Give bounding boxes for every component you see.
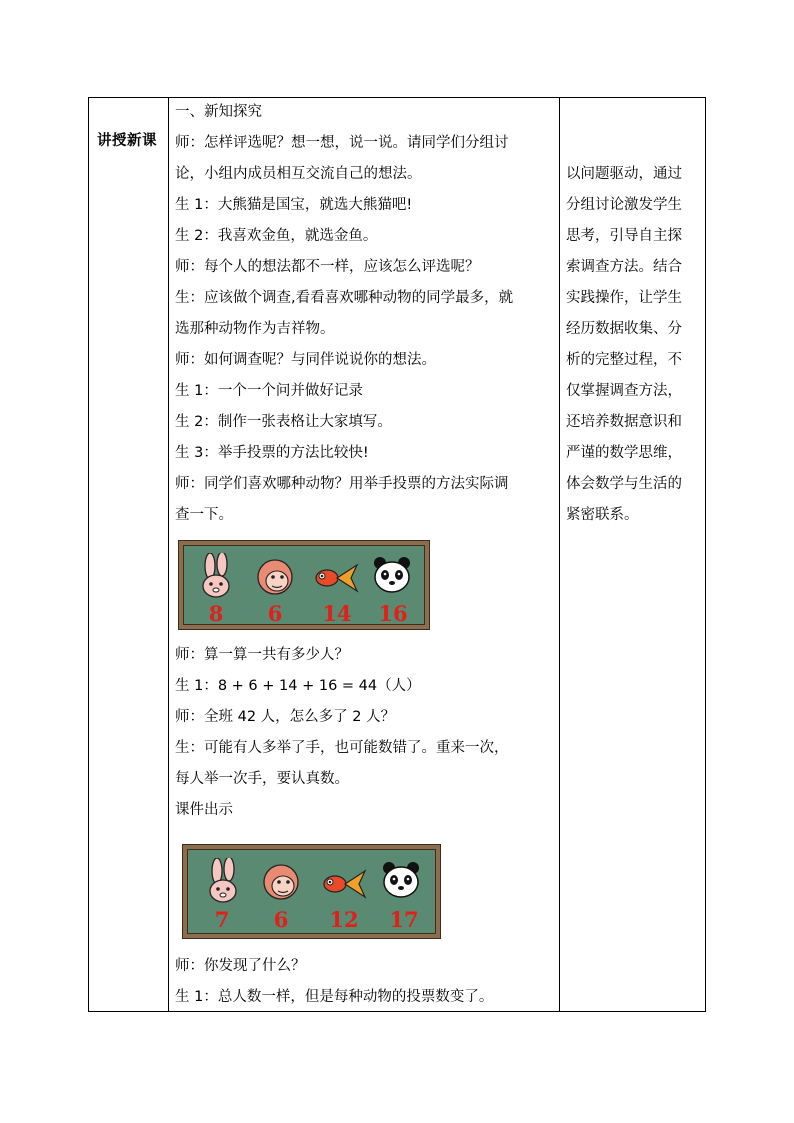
vote-board-1 [179,541,429,629]
content-line: 生 2：制作一张表格让大家填写。 [175,414,392,430]
monkey-icon [260,862,302,902]
content-line: 生 3：举手投票的方法比较快! [175,445,369,461]
panda-icon [371,555,413,595]
content-line: 生 1：一个一个问并做好记录 [175,383,363,399]
vote-count-rabbit: 8 [208,601,224,626]
note-line: 体会数学与生活的 [566,476,682,492]
content-line: 生：应该做个调查,看看喜欢哪种动物的同学最多，就 [175,290,514,306]
content-line: 生 1：8 + 6 + 14 + 16 = 44（人） [175,678,421,694]
content-line: 师：怎样评选呢？想一想，说一说。请同学们分组讨 [175,135,509,151]
vote-board-2 [183,845,440,938]
goldfish-icon [313,559,361,593]
content-line: 师：你发现了什么？ [175,958,306,974]
content-line: 一、新知探究 [175,104,262,120]
content-line: 生 1：总人数一样，但是每种动物的投票数变了。 [175,989,494,1005]
content-line: 每人举一次手，要认真数。 [175,771,349,787]
content-line: 生 2：我喜欢金鱼，就选金鱼。 [175,228,378,244]
section-label: 讲授新课 [97,133,157,149]
content-cell [169,98,559,1011]
vote-count-panda: 17 [389,907,419,932]
vote-count-rabbit: 7 [214,907,230,932]
goldfish-icon [321,865,369,899]
rabbit-icon [196,553,236,599]
lesson-plan-table [88,97,706,1012]
content-line: 论，小组内成员相互交流自己的想法。 [175,166,422,182]
notes-cell [560,98,706,1011]
note-line: 仅掌握调查方法， [566,383,682,399]
note-line: 以问题驱动，通过 [566,166,682,182]
content-line: 师：算一算一共有多少人？ [175,647,349,663]
rabbit-icon [203,858,243,904]
note-line: 经历数据收集、分 [566,321,682,337]
monkey-icon [254,557,296,597]
vote-count-goldfish: 14 [322,601,352,626]
content-line: 生 1：大熊猫是国宝，就选大熊猫吧! [175,197,413,213]
vote-count-goldfish: 12 [329,907,359,932]
note-line: 实践操作，让学生 [566,290,682,306]
note-line: 严谨的数学思维， [566,445,682,461]
note-line: 析的完整过程，不 [566,352,682,368]
content-line: 选那种动物作为吉祥物。 [175,321,335,337]
vote-count-panda: 16 [378,601,408,626]
note-line: 索调查方法。结合 [566,259,682,275]
section-cell [89,98,168,1011]
note-line: 还培养数据意识和 [566,414,682,430]
content-line: 师：全班 42 人，怎么多了 2 人？ [175,709,396,725]
content-line: 师：每个人的想法都不一样，应该怎么评选呢？ [175,259,480,275]
content-line: 生：可能有人多举了手，也可能数错了。重来一次， [175,740,509,756]
note-line: 紧密联系。 [566,507,639,523]
note-line: 分组讨论激发学生 [566,197,682,213]
vote-count-monkey: 6 [267,601,283,626]
content-line: 课件出示 [175,802,233,818]
panda-icon [380,860,422,900]
content-line: 查一下。 [175,507,233,523]
content-line: 师：同学们喜欢哪种动物？用举手投票的方法实际调 [175,476,509,492]
note-line: 思考，引导自主探 [566,228,682,244]
content-line: 师：如何调查呢？与同伴说说你的想法。 [175,352,436,368]
vote-count-monkey: 6 [273,907,289,932]
